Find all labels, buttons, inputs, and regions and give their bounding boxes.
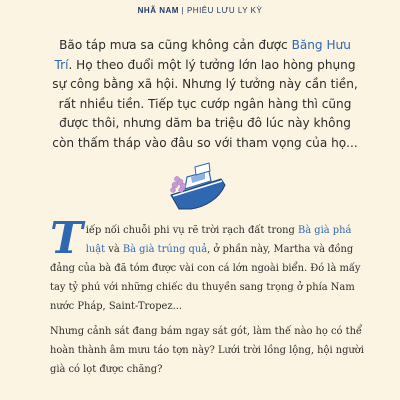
header-separator: |	[178, 6, 187, 15]
book-title-2: Bà già trúng quả	[122, 244, 208, 255]
intro-blurb	[50, 36, 360, 153]
intro-text-end: . Họ theo đuổi một lý tưởng lớn lao hòng phụng sự công bằng xã hội. Nhưng lý tưởng này cần tiền, rất nhiều tiền. Tiếp tục cướp ngân hàng thì cũng được thôi, nhưng dăm ba triệu đô lúc này không còn thấm tháp vào đâu so với tham vọng của họ...	[52, 57, 358, 150]
synopsis-text: , ở phần này, Martha và đồng đảng của bà đã tóm được vài con cá lớn ngoài biển. Đó là mấy tay tỷ phú với những chiếc du thuyền sang trọng ở phía Nam nước Pháp, Saint-Tropez...	[50, 244, 361, 312]
flower-bundle	[171, 176, 186, 192]
synopsis-text: và	[105, 244, 123, 255]
book-title-1: Bà già phá luật	[85, 225, 352, 255]
synopsis-paragraph-1	[50, 213, 372, 316]
gang-name-highlight: Băng Hưu Trí	[54, 38, 351, 72]
publisher-header	[0, 0, 400, 14]
boat-icon	[165, 155, 229, 211]
intro-text-start: Bão táp mưa sa cũng không cản được	[59, 38, 292, 52]
drop-cap: T	[50, 213, 83, 264]
synopsis-paragraph-2: Nhưng cảnh sát đang bám ngay sát gót, làm thế nào họ có thể hoàn thành âm mưu táo tợn này? Lưới trời lồng lộng, hội người già có lọt được chăng?	[50, 326, 364, 375]
synopsis-text: iếp nối chuỗi phi vụ rẽ trời rạch đất trong	[85, 225, 298, 236]
publisher-brand: NHÃ NAM	[137, 6, 179, 15]
publisher-series-label	[138, 6, 263, 15]
series-name: PHIÊU LƯU LY KỲ	[186, 6, 263, 15]
story-synopsis	[50, 213, 372, 385]
